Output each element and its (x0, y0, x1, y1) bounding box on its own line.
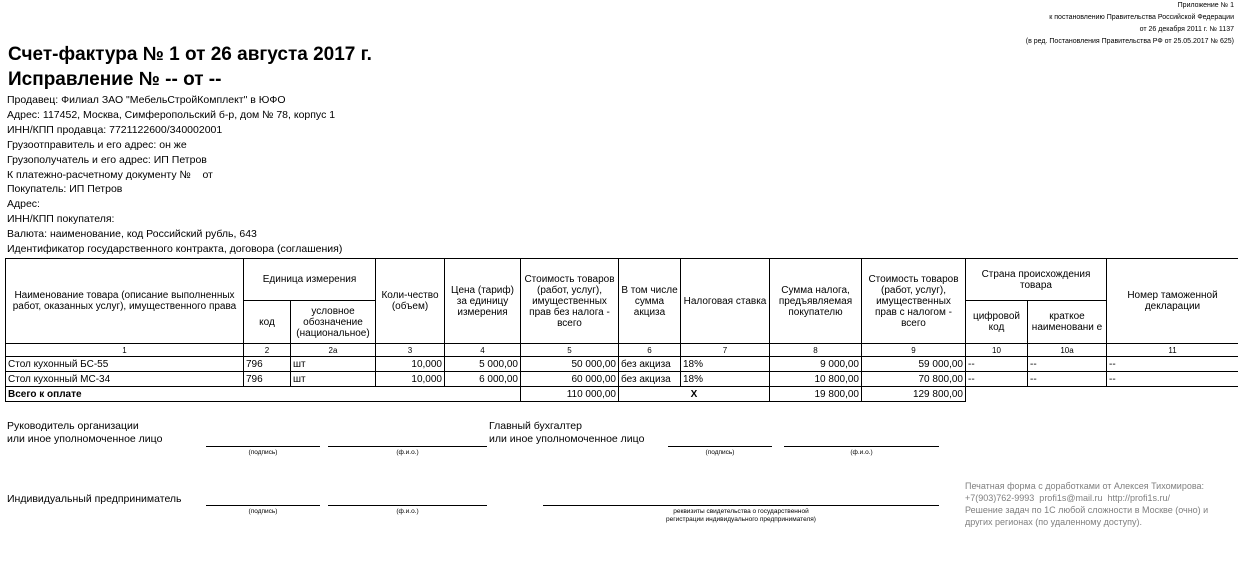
shipper: Грузоотправитель и его адрес: он же (7, 138, 187, 151)
cell-total: 70 800,00 (862, 372, 966, 387)
print-form-note (965, 480, 1208, 528)
cell-rate: 18% (681, 372, 770, 387)
total-cost: 110 000,00 (521, 387, 619, 402)
appendix-line: (в ред. Постановления Правительства РФ от 25.05.2017 № 625) (1025, 38, 1234, 45)
total-sum: 129 800,00 (862, 387, 966, 402)
header-cost-with-tax: Стоимость товаров (работ, услуг), имущественных прав с налогом - всего (862, 259, 966, 344)
cell-name: Стол кухонный МС-34 (6, 372, 244, 387)
cell-code: 796 (244, 372, 291, 387)
column-number: 2 (244, 344, 291, 357)
column-number: 2а (291, 344, 376, 357)
cell-unit: шт (291, 357, 376, 372)
cell-unit: шт (291, 372, 376, 387)
invoice-title: Счет-фактура № 1 от 26 августа 2017 г. (8, 44, 372, 65)
seller-address: Адрес: 117452, Москва, Симферопольский б-р, дом № 78, корпус 1 (7, 108, 336, 121)
header-tax-rate: Налоговая ставка (681, 259, 770, 344)
currency: Валюта: наименование, код Российский рубль, 643 (7, 228, 257, 241)
cell-cost: 60 000,00 (521, 372, 619, 387)
header-country-code: цифровой код (966, 301, 1028, 344)
column-number: 6 (619, 344, 681, 357)
column-number: 8 (770, 344, 862, 357)
cell-country-code: -- (966, 357, 1028, 372)
column-number: 9 (862, 344, 966, 357)
cell-cost: 50 000,00 (521, 357, 619, 372)
header-tax-sum: Сумма налога, предъявляемая покупателю (770, 259, 862, 344)
column-number: 5 (521, 344, 619, 357)
column-number: 3 (376, 344, 445, 357)
table-row (6, 357, 1238, 372)
accountant-sign-line (668, 446, 772, 447)
appendix-line: к постановлению Правительства Российской Федерации (1049, 14, 1234, 21)
cell-price: 5 000,00 (445, 357, 521, 372)
correction-title: Исправление № -- от -- (8, 69, 222, 90)
accountant-label-line: Главный бухгалтер (489, 420, 582, 432)
cell-code: 796 (244, 357, 291, 372)
entrepreneur-name-caption: (ф.и.о.) (396, 508, 419, 515)
head-name-caption: (ф.и.о.) (396, 449, 419, 456)
total-label: Всего к оплате (6, 387, 521, 402)
header-customs: Номер таможенной декларации (1107, 259, 1238, 344)
header-country-name: краткое наименовани е (1028, 301, 1107, 344)
header-price: Цена (тариф) за единицу измерения (445, 259, 521, 344)
appendix-note (1026, 0, 1234, 48)
buyer: Покупатель: ИП Петров (7, 183, 123, 196)
header-unit-name: условное обозначение (национальное) (291, 301, 376, 344)
table-row (6, 372, 1238, 387)
cell-customs: -- (1107, 372, 1238, 387)
appendix-line: Приложение № 1 (1177, 2, 1234, 9)
column-number: 7 (681, 344, 770, 357)
head-name-line (328, 446, 487, 447)
appendix-line: от 26 декабря 2011 г. № 1137 (1139, 26, 1234, 33)
head-label-line: или иное уполномоченное лицо (7, 433, 163, 445)
cell-excise: без акциза (619, 372, 681, 387)
column-number: 4 (445, 344, 521, 357)
payment-doc: К платежно-расчетному документу № от (7, 168, 213, 181)
header-cost-no-tax: Стоимость товаров (работ, услуг), имущественных прав без налога - всего (521, 259, 619, 344)
note-line: +7(903)762-9993 profi1s@mail.ru http://profi1s.ru/ (965, 493, 1170, 503)
buyer-address: Адрес: (7, 198, 40, 211)
column-number: 10а (1028, 344, 1107, 357)
contract-id: Идентификатор государственного контракта, договора (соглашения) (7, 243, 343, 256)
head-signature-label (7, 420, 162, 446)
column-number: 11 (1107, 344, 1238, 357)
accountant-sign-caption: (подпись) (705, 449, 735, 456)
cell-country-name: -- (1028, 372, 1107, 387)
cell-tax: 10 800,00 (770, 372, 862, 387)
cell-excise: без акциза (619, 357, 681, 372)
cell-rate: 18% (681, 357, 770, 372)
cell-country-name: -- (1028, 357, 1107, 372)
invoice-info (7, 93, 342, 257)
cell-qty: 10,000 (376, 357, 445, 372)
registration-line (543, 505, 939, 506)
head-sign-line (206, 446, 320, 447)
cell-tax: 9 000,00 (770, 357, 862, 372)
column-number: 1 (6, 344, 244, 357)
entrepreneur-sign-line (206, 505, 320, 506)
entrepreneur-sign-caption: (подпись) (248, 508, 278, 515)
buyer-inn: ИНН/КПП покупателя: (7, 213, 115, 226)
seller: Продавец: Филиал ЗАО "МебельСтройКомплект" в ЮФО (7, 94, 286, 106)
cell-country-code: -- (966, 372, 1028, 387)
consignee: Грузополучатель и его адрес: ИП Петров (7, 153, 207, 166)
accountant-name-caption: (ф.и.о.) (850, 449, 873, 456)
total-tax: 19 800,00 (770, 387, 862, 402)
header-name: Наименование товара (описание выполненных работ, оказанных услуг), имущественного права (6, 259, 244, 344)
cell-price: 6 000,00 (445, 372, 521, 387)
total-row (6, 387, 1238, 402)
accountant-name-line (784, 446, 939, 447)
header-unit-code: код (244, 301, 291, 344)
head-label-line: Руководитель организации (7, 420, 139, 432)
cell-total: 59 000,00 (862, 357, 966, 372)
accountant-label-line: или иное уполномоченное лицо (489, 433, 645, 445)
note-line: других регионах (по удаленному доступу). (965, 517, 1142, 527)
head-sign-caption: (подпись) (248, 449, 278, 456)
seller-inn: ИНН/КПП продавца: 7721122600/340002001 (7, 123, 223, 136)
header-qty: Коли-чество (объем) (376, 259, 445, 344)
note-line: Печатная форма с доработками от Алексея Тихомирова: (965, 481, 1205, 491)
header-excise: В том числе сумма акциза (619, 259, 681, 344)
total-x: X (619, 387, 770, 402)
cell-qty: 10,000 (376, 372, 445, 387)
column-number: 10 (966, 344, 1028, 357)
entrepreneur-label: Индивидуальный предприниматель (7, 493, 182, 505)
header-country: Страна происхождения товара (966, 259, 1107, 301)
registration-caption (543, 508, 939, 524)
registration-caption-line: реквизиты свидетельства о государственной (673, 508, 809, 515)
accountant-signature-label (489, 420, 644, 446)
entrepreneur-name-line (328, 505, 487, 506)
invoice-table (5, 258, 1238, 402)
cell-name: Стол кухонный БС-55 (6, 357, 244, 372)
header-unit: Единица измерения (244, 259, 376, 301)
cell-customs: -- (1107, 357, 1238, 372)
registration-caption-line: регистрации индивидуального предпринимателя) (666, 516, 816, 523)
note-line: Решение задач по 1С любой сложности в Москве (очно) и (965, 505, 1209, 515)
